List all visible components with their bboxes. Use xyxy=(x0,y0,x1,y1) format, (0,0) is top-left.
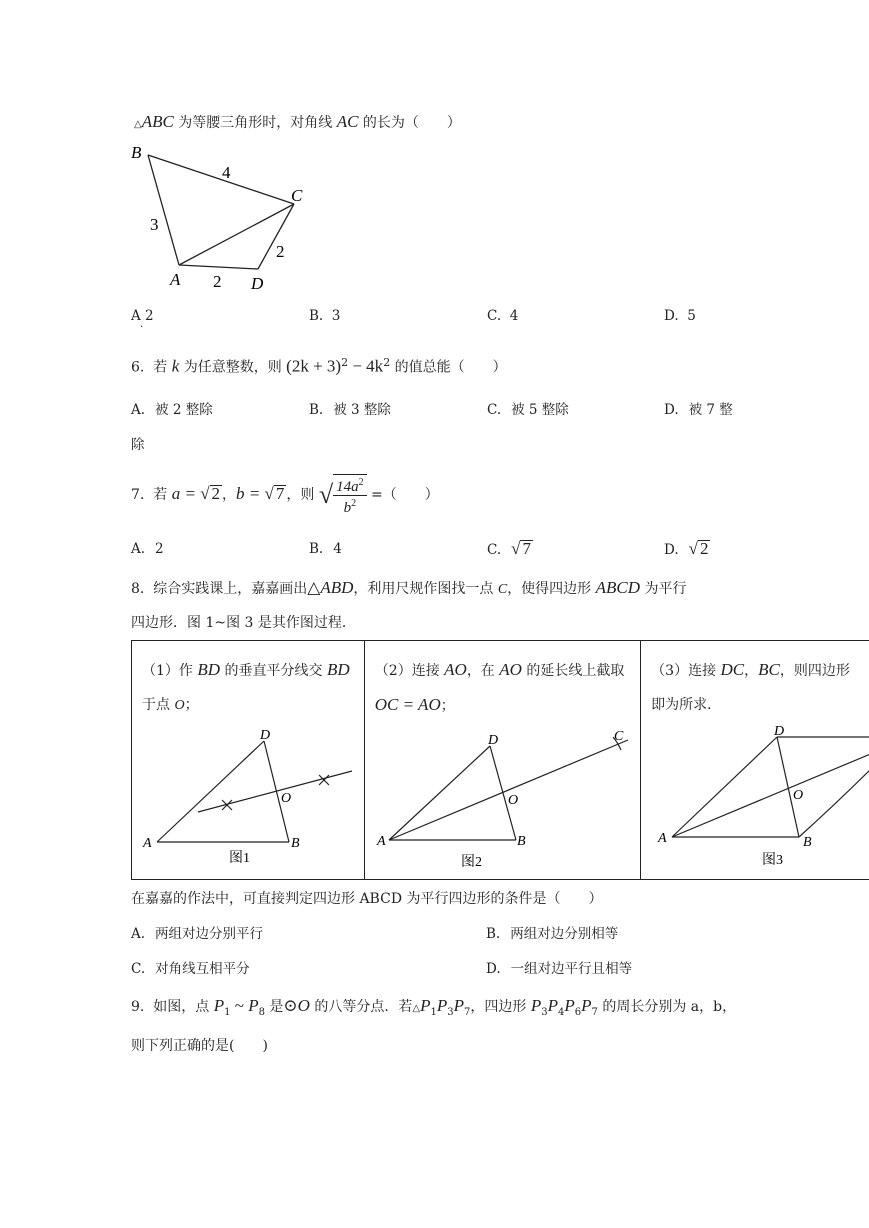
q8-triangle-abd: △ABD xyxy=(307,578,354,597)
q5-stem-text: 为等腰三角形时，对角线 xyxy=(173,115,337,131)
exponent: 2 xyxy=(383,356,391,369)
option-label: C xyxy=(487,308,497,324)
q7-b-eq: b = xyxy=(236,484,265,503)
fig2-label-d: D xyxy=(488,733,499,748)
option-label: C. xyxy=(487,542,502,558)
q8-option-c[interactable] xyxy=(131,957,250,977)
q5-stem-end: 的长为（ ） xyxy=(358,115,461,131)
figure-1 xyxy=(157,741,352,842)
exponent: 2 xyxy=(351,498,357,509)
option-text: 2 xyxy=(145,308,154,324)
q7-text-b: ，则 xyxy=(286,487,319,503)
triangle-abc: ABC xyxy=(141,112,174,131)
option-label: B. xyxy=(309,402,324,418)
option-label: C. xyxy=(487,402,502,418)
fig2-label-c: C xyxy=(614,729,624,744)
q7-text-c: =（ ） xyxy=(366,487,439,503)
q5-option-b[interactable]: B. 3 xyxy=(309,308,341,324)
fig3-label-o: O xyxy=(793,788,804,803)
q7-sqrt-7: 7 xyxy=(275,484,285,503)
q8-option-b[interactable] xyxy=(486,922,618,942)
option-label: B xyxy=(309,308,319,324)
option-label: D. xyxy=(486,961,501,977)
q8-quad-abcd: ABCD xyxy=(595,578,641,597)
label-b: B xyxy=(131,143,142,162)
option-text: 2 xyxy=(699,539,709,558)
question-number: 8. xyxy=(131,581,145,597)
option-text: 5 xyxy=(687,308,696,324)
option-text: 7 xyxy=(522,539,531,558)
option-label: D. xyxy=(664,542,679,558)
fig2-caption: 图2 xyxy=(461,855,482,870)
fig1-label-d: D xyxy=(260,728,271,743)
q7-text-a: 若 xyxy=(153,487,172,503)
option-label: C. xyxy=(131,961,146,977)
fig1-caption: 图1 xyxy=(229,851,250,866)
q8-text-a: 综合实践课上，嘉嘉画出 xyxy=(153,581,308,597)
label-a: A xyxy=(170,270,181,289)
option-text: 2 xyxy=(155,541,164,557)
label-side-ab: 3 xyxy=(150,215,159,234)
option-label: B. xyxy=(486,926,501,942)
q7-comma: ， xyxy=(222,487,237,503)
label-side-bc: 4 xyxy=(222,163,231,182)
fig2-label-a: A xyxy=(377,834,386,849)
q6-expression-minus: − 4k xyxy=(348,356,384,376)
fig1-label-b: B xyxy=(291,836,300,851)
q5-option-a-dot: · xyxy=(140,322,144,333)
frac-denominator: b xyxy=(343,500,352,516)
label-c: C xyxy=(291,186,303,205)
triangle-symbol: △ xyxy=(134,119,142,130)
q8-question: 在嘉嘉的作法中，可直接判定四边形 ABCD 为平行四边形的条件是（ ） xyxy=(131,891,603,907)
q6-text-c: 的值总能（ ） xyxy=(390,359,507,376)
fig3-label-a: A xyxy=(658,831,667,846)
question-number: 9. xyxy=(131,999,145,1015)
q6-text-b: 为任意整数，则 xyxy=(179,359,287,376)
q8-text-d: 为平行 xyxy=(640,581,687,597)
option-text: 3 xyxy=(331,308,341,324)
question-number: 6. xyxy=(131,359,145,376)
q8-option-a[interactable] xyxy=(131,922,263,942)
option-label: A. xyxy=(131,541,146,557)
q8-text-c: ，使得四边形 xyxy=(507,581,596,597)
step-3-text: （3）连接 DC，BC，则四边形 即为所求． xyxy=(651,660,850,713)
q5-option-d[interactable]: D. 5 xyxy=(664,308,696,324)
option-label: D xyxy=(664,308,675,324)
q8-option-d[interactable] xyxy=(486,957,632,977)
option-text: 被 7 整 xyxy=(688,402,733,418)
var-k: k xyxy=(171,356,180,376)
figure-2 xyxy=(389,737,628,840)
fig3-caption: 图3 xyxy=(762,853,783,868)
question-number: 7. xyxy=(131,487,145,503)
option-text: 4 xyxy=(333,541,342,557)
exponent: 2 xyxy=(358,477,364,488)
fig3-label-b: B xyxy=(803,835,812,850)
option-text: 两组对边分别相等 xyxy=(510,926,619,942)
frac-numerator: 14a xyxy=(336,479,359,495)
q8-text-b: ，利用尺规作图找一点 xyxy=(353,581,498,597)
q7-sqrt-2: 2 xyxy=(211,484,221,503)
exponent: 2 xyxy=(341,356,349,369)
q6-option-d-wrap: 除 xyxy=(131,437,145,453)
q9-stem-line1: 9. 如图，点 $P_1$ ~ $P_8$ 是⊙O 的八等分点．若$\triangle P_1P_3P_7$，四边形 $P_3P_4P_6P_7$ 的周长分别为 a，b， xyxy=(131,996,737,1018)
q9-stem-line2: 则下列正确的是( ) xyxy=(131,1038,268,1054)
q7-option-d[interactable]: D. √ 2 xyxy=(664,539,709,558)
q6-text-a: 若 xyxy=(153,359,172,376)
option-label: B. xyxy=(309,541,324,557)
option-label: D. xyxy=(664,402,679,418)
q6-expression: (2k + 3) xyxy=(286,356,342,376)
fig1-label-o: O xyxy=(281,791,292,806)
label-side-ad: 2 xyxy=(213,272,222,291)
q7-stem: 7. 若 a = √ 2 ，b = √ 7 ，则 √ $\frac{14a^2}{b^2}$ =（ ） xyxy=(131,474,439,524)
figure-3 xyxy=(672,737,869,837)
label-side-cd: 2 xyxy=(276,242,285,261)
step-1-text: （1）作 BD 的垂直平分线交 BD 于点 O； xyxy=(142,660,350,713)
fig1-label-a: A xyxy=(143,836,152,851)
option-text: 一组对边平行且相等 xyxy=(510,961,633,977)
option-text: 被 5 整除 xyxy=(511,402,569,418)
fig3-label-d: D xyxy=(774,724,785,739)
fig2-label-o: O xyxy=(508,793,519,808)
option-label: A xyxy=(131,308,141,324)
option-text: 4 xyxy=(509,308,519,324)
option-text: 被 3 整除 xyxy=(333,402,391,418)
q8-stem-line2: 四边形．图 1~图 3 是其作图过程． xyxy=(131,615,356,631)
option-text: 对角线互相平分 xyxy=(155,961,250,977)
q7-a-eq: a = xyxy=(171,484,201,503)
option-label: A. xyxy=(131,926,146,942)
q5-option-c[interactable]: C. 4 xyxy=(487,308,519,324)
option-text: 两组对边分别平行 xyxy=(155,926,264,942)
label-d: D xyxy=(251,274,264,293)
fig2-label-b: B xyxy=(517,834,526,849)
option-text: 被 2 整除 xyxy=(155,402,213,418)
option-label: A. xyxy=(131,402,146,418)
diagonal-ac: AC xyxy=(336,112,359,131)
q8-point-c: C xyxy=(497,582,508,597)
q7-option-c[interactable]: C. √ 7 xyxy=(487,539,531,558)
step-2-text: （2）连接 AO，在 AO 的延长线上截取 OC = AO； xyxy=(374,660,625,714)
